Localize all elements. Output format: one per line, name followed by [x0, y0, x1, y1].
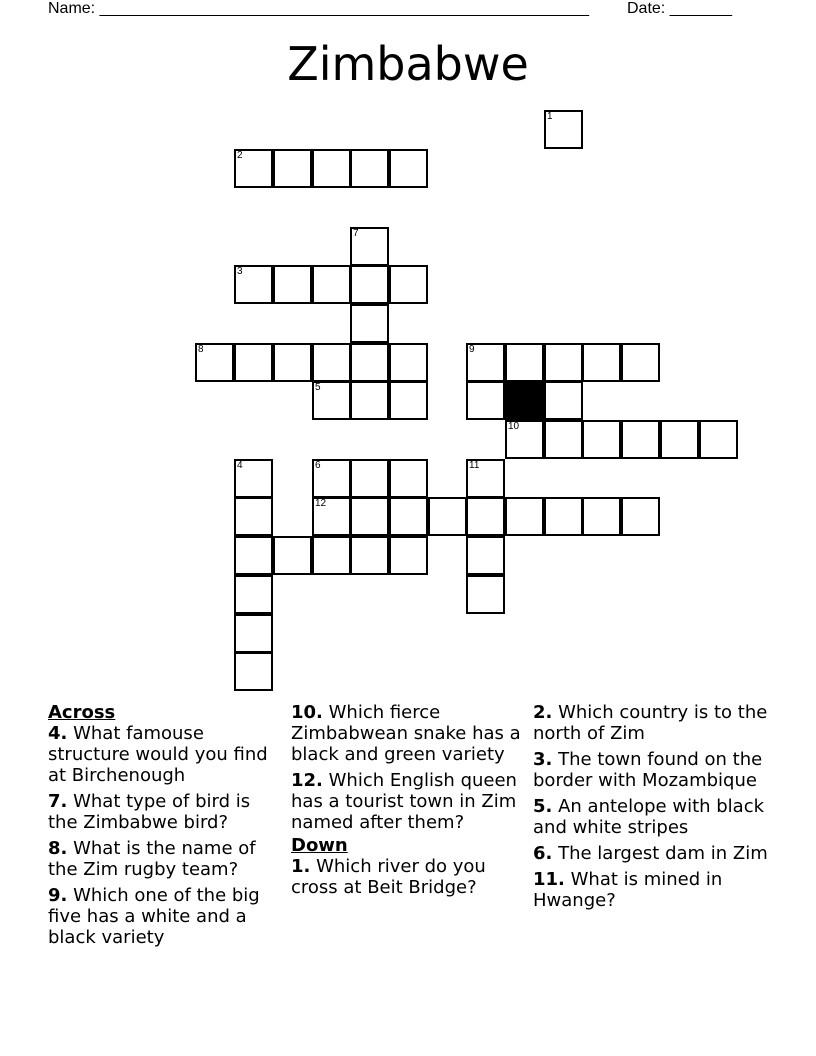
grid-cell[interactable]: [389, 149, 428, 188]
grid-cell[interactable]: [466, 536, 505, 575]
grid-cell[interactable]: [195, 343, 234, 382]
clue-number: 7.: [48, 791, 68, 812]
grid-cell[interactable]: [544, 343, 583, 382]
grid-cell[interactable]: [273, 536, 312, 575]
clue: [533, 843, 773, 864]
clue-text: Which English queen has a tourist town in Zim named after them?: [291, 770, 517, 833]
clue-text: What type of bird is the Zimbabwe bird?: [48, 791, 251, 833]
clue-number: 1.: [291, 856, 311, 877]
clue-number: 11.: [533, 869, 565, 890]
grid-cell[interactable]: [466, 343, 505, 382]
grid-cell[interactable]: [466, 381, 505, 420]
grid-cell[interactable]: [234, 575, 273, 614]
grid-cell[interactable]: [312, 265, 351, 304]
clue-number: 5: [315, 382, 321, 393]
grid-cell[interactable]: [389, 343, 428, 382]
clue-number: 7: [353, 228, 359, 239]
grid-cell[interactable]: [234, 265, 273, 304]
name-line: Name: _______________________________________________________: [48, 0, 589, 17]
grid-cell[interactable]: [312, 536, 351, 575]
down-clue-list: [291, 856, 527, 898]
grid-cell[interactable]: [234, 652, 273, 691]
clue-text: An antelope with black and white stripes: [533, 796, 765, 838]
clue: [48, 723, 284, 786]
clue-number: 1: [547, 111, 553, 122]
clue-number: 2.: [533, 702, 553, 723]
clue-number: 9: [469, 344, 475, 355]
down-clue-list-continued: [533, 702, 773, 911]
clue-column-3: [533, 702, 773, 916]
clue-text: What is mined in Hwange?: [533, 869, 723, 911]
across-clue-list: [48, 723, 284, 948]
grid-cell[interactable]: [234, 497, 273, 536]
grid-cell[interactable]: [466, 459, 505, 498]
grid-cell[interactable]: [582, 420, 621, 459]
grid-cell[interactable]: [234, 343, 273, 382]
grid-cell[interactable]: [582, 343, 621, 382]
grid-cell[interactable]: [312, 149, 351, 188]
clue-number: 2: [237, 150, 243, 161]
grid-cell[interactable]: [389, 381, 428, 420]
grid-cell[interactable]: [273, 149, 312, 188]
clue-number: 6.: [533, 843, 553, 864]
grid-cell[interactable]: [273, 265, 312, 304]
grid-cell[interactable]: [699, 420, 738, 459]
clue-text: What is the name of the Zim rugby team?: [48, 838, 256, 880]
clue-number: 11: [469, 460, 480, 471]
clue-text: Which river do you cross at Beit Bridge?: [291, 856, 486, 898]
grid-cell[interactable]: [621, 497, 660, 536]
grid-cell[interactable]: [350, 304, 389, 343]
down-heading: Down: [291, 835, 348, 856]
grid-cell[interactable]: [350, 536, 389, 575]
clue: [533, 702, 773, 744]
grid-cell[interactable]: [350, 381, 389, 420]
grid-cell[interactable]: [544, 110, 583, 149]
puzzle-title: Zimbabwe: [287, 37, 529, 91]
grid-cell[interactable]: [389, 265, 428, 304]
grid-cell[interactable]: [234, 614, 273, 653]
grid-cell[interactable]: [350, 265, 389, 304]
clue-number: 3: [237, 266, 243, 277]
clue-number: 10: [508, 421, 520, 432]
clue-text: Which country is to the north of Zim: [533, 702, 768, 744]
grid-cell[interactable]: [312, 459, 351, 498]
grid-cell[interactable]: [350, 459, 389, 498]
grid-cell[interactable]: [582, 497, 621, 536]
grid-cell[interactable]: [544, 497, 583, 536]
clue-text: Which one of the big five has a white and a black variety: [48, 885, 260, 948]
grid-cell[interactable]: [350, 497, 389, 536]
clue-text: What famouse structure would you find at Birchenough: [48, 723, 268, 786]
clue: [533, 749, 773, 791]
clue: [48, 885, 284, 948]
clue: [291, 702, 527, 765]
grid-cell[interactable]: [312, 497, 351, 536]
across-heading: Across: [48, 702, 116, 723]
grid-cell[interactable]: [389, 497, 428, 536]
grid-cell[interactable]: [428, 497, 467, 536]
date-line: Date: _______: [627, 0, 732, 17]
grid-cell[interactable]: [350, 343, 389, 382]
grid-cell[interactable]: [621, 343, 660, 382]
clue-number: 4: [237, 460, 243, 471]
across-clue-list-continued: [291, 702, 527, 833]
grid-cell[interactable]: [234, 459, 273, 498]
clue-number: 3.: [533, 749, 553, 770]
clue-number: 8.: [48, 838, 68, 859]
grid-cell[interactable]: [505, 497, 544, 536]
grid-cell[interactable]: [505, 343, 544, 382]
grid-cell[interactable]: [234, 536, 273, 575]
grid-cell[interactable]: [273, 343, 312, 382]
grid-cell[interactable]: [505, 420, 544, 459]
clue-number: 4.: [48, 723, 68, 744]
grid-cell[interactable]: [350, 149, 389, 188]
grid-cell[interactable]: [350, 227, 389, 266]
clue: [533, 869, 773, 911]
grid-cell[interactable]: [312, 381, 351, 420]
grid-cell[interactable]: [234, 149, 273, 188]
grid-cell[interactable]: [660, 420, 699, 459]
clue-text: The town found on the border with Mozambique: [533, 749, 763, 791]
clue: [48, 791, 284, 833]
clue-column-1: [48, 702, 284, 953]
clue-column-2: [291, 702, 527, 903]
clue-number: 12: [315, 498, 327, 509]
grid-cell[interactable]: [389, 536, 428, 575]
clue-text: The largest dam in Zim: [552, 843, 768, 864]
grid-cell[interactable]: [544, 381, 583, 420]
clue: [48, 838, 284, 880]
clue-number: 12.: [291, 770, 323, 791]
grid-cell[interactable]: [466, 497, 505, 536]
grid-cell[interactable]: [389, 459, 428, 498]
clue: [291, 856, 527, 898]
clue-number: 10.: [291, 702, 323, 723]
grid-cell[interactable]: [544, 420, 583, 459]
clue-number: 8: [198, 344, 204, 355]
grid-block: [505, 381, 544, 420]
grid-cell[interactable]: [312, 343, 351, 382]
clue-number: 6: [315, 460, 321, 471]
grid-cell[interactable]: [466, 575, 505, 614]
clue-number: 5.: [533, 796, 553, 817]
clue: [291, 770, 527, 833]
grid-cell[interactable]: [621, 420, 660, 459]
clue-number: 9.: [48, 885, 68, 906]
clue-text: Which fierce Zimbabwean snake has a black and green variety: [291, 702, 521, 765]
clue: [533, 796, 773, 838]
